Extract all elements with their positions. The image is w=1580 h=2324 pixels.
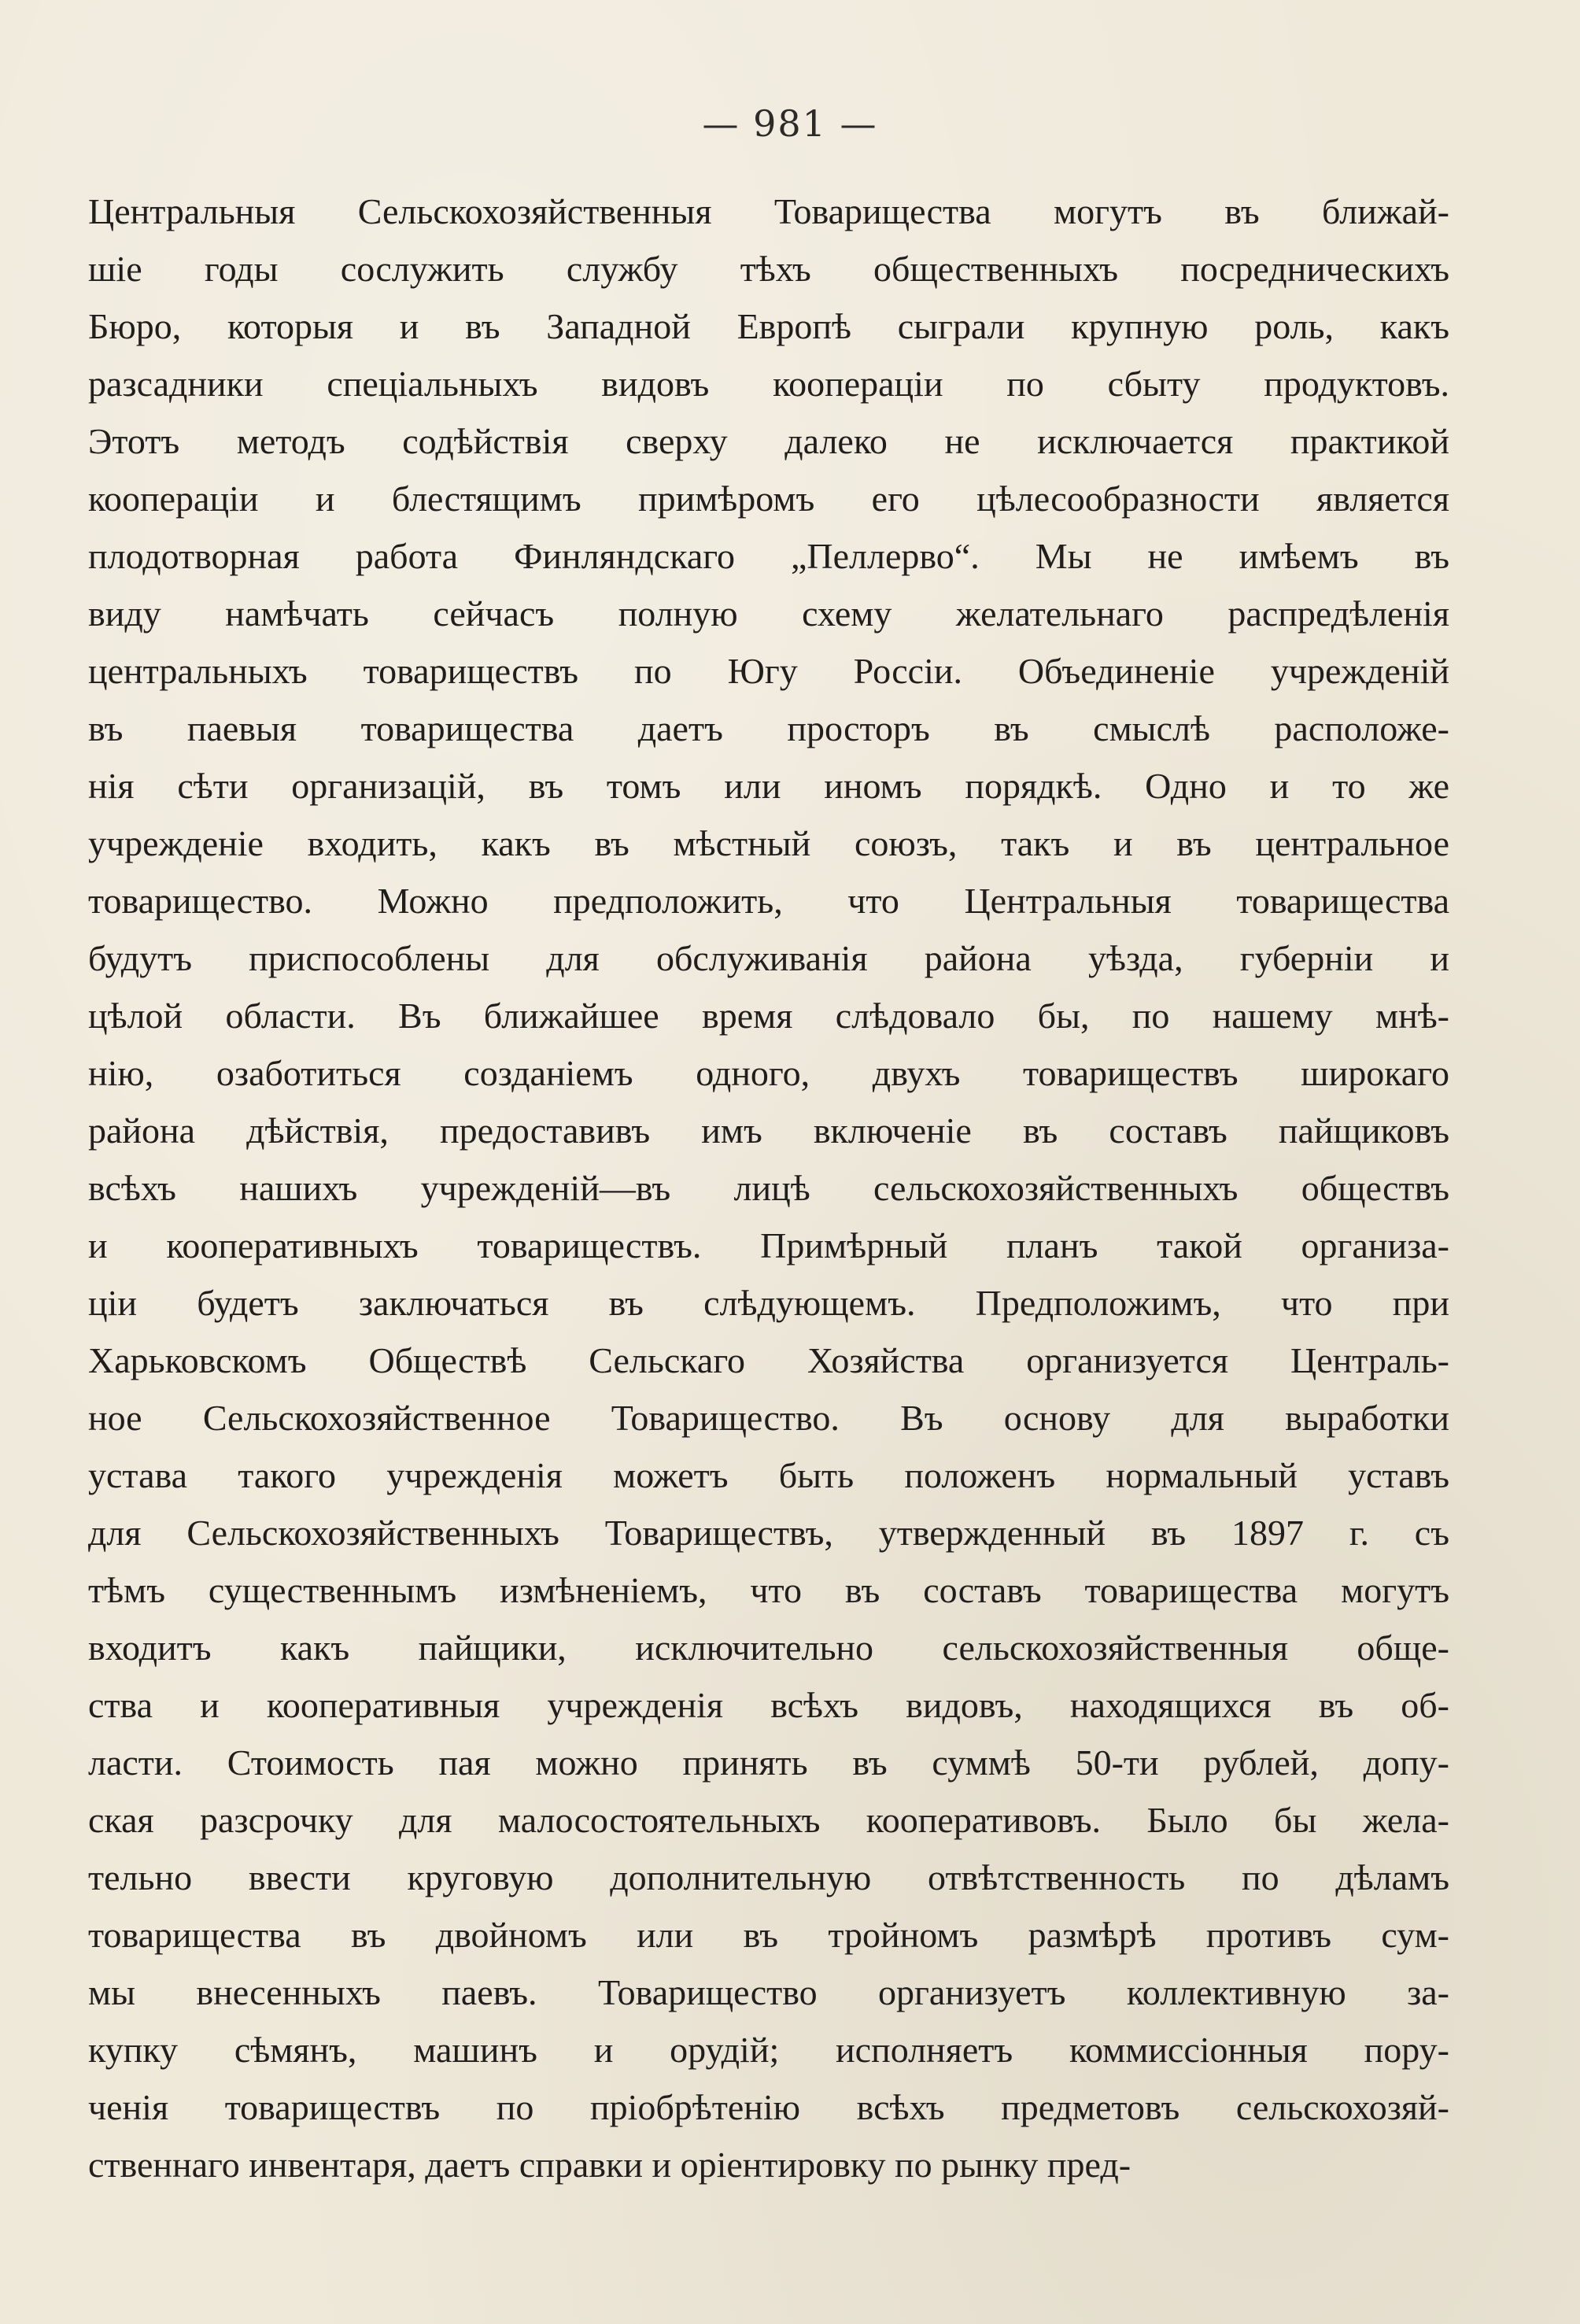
text-line: тѣмъ существеннымъ измѣненіемъ, что въ составъ товарищества могутъ — [88, 1570, 1449, 1610]
text-line: шіе годы сослужить службу тѣхъ общественныхъ посредническихъ — [88, 249, 1449, 289]
text-line: тельно ввести круговую дополнительную отвѣтственность по дѣламъ — [88, 1857, 1449, 1897]
text-line: цѣлой области. Въ ближайшее время слѣдовало бы, по нашему мнѣ- — [88, 996, 1449, 1036]
text-line: учрежденіе входить, какъ въ мѣстный союзъ, такъ и въ центральное — [88, 823, 1449, 863]
text-line: ства и кооперативныя учрежденія всѣхъ видовъ, находящихся въ об- — [88, 1685, 1449, 1725]
page-number: — 981 — — [702, 102, 878, 145]
text-line: разсадники спеціальныхъ видовъ коопераціи по сбыту продуктовъ. — [88, 364, 1449, 404]
text-line: купку сѣмянъ, машинъ и орудій; исполняетъ коммиссіонныя пору- — [88, 2030, 1449, 2070]
text-line: товарищества въ двойномъ или въ тройномъ размѣрѣ противъ сум- — [88, 1915, 1449, 1955]
text-line: центральныхъ товариществъ по Югу Россіи. Объединеніе учрежденій — [88, 651, 1449, 691]
text-line: коопераціи и блестящимъ примѣромъ его цѣлесообразности является — [88, 478, 1449, 519]
body-text — [88, 183, 1449, 2193]
text-line: ціи будетъ заключаться въ слѣдующемъ. Предположимъ, что при — [88, 1283, 1449, 1323]
text-line: района дѣйствія, предоставивъ имъ включеніе въ составъ пайщиковъ — [88, 1110, 1449, 1151]
text-line: Центральныя Сельскохозяйственныя Товарищества могутъ въ ближай- — [88, 191, 1449, 231]
text-line: Бюро, которыя и въ Западной Европѣ сыграли крупную роль, какъ — [88, 306, 1449, 346]
text-line: будутъ приспособлены для обслуживанія района уѣзда, губерніи и — [88, 938, 1449, 978]
text-line: въ паевыя товарищества даетъ просторъ въ смыслѣ расположе- — [88, 708, 1449, 748]
text-line: и кооперативныхъ товариществъ. Примѣрный планъ такой организа- — [88, 1225, 1449, 1265]
text-line: ное Сельскохозяйственное Товарищество. Въ основу для выработки — [88, 1398, 1449, 1438]
text-line: плодотворная работа Финляндскаго „Пеллерво“. Мы не имѣемъ въ — [88, 536, 1449, 576]
text-line: ласти. Стоимость пая можно принять въ суммѣ 50-ти рублей, допу- — [88, 1742, 1449, 1783]
text-line: устава такого учрежденія можетъ быть положенъ нормальный уставъ — [88, 1455, 1449, 1495]
text-line: входитъ какъ пайщики, исключительно сельскохозяйственныя обще- — [88, 1628, 1449, 1668]
text-line: нію, озаботиться созданіемъ одного, двухъ товариществъ широкаго — [88, 1053, 1449, 1093]
text-line: ская разсрочку для малосостоятельныхъ кооперативовъ. Было бы жела- — [88, 1800, 1449, 1840]
text-line: Этотъ методъ содѣйствія сверху далеко не исключается практикой — [88, 421, 1449, 461]
text-line: Харьковскомъ Обществѣ Сельскаго Хозяйства организуется Централь- — [88, 1340, 1449, 1380]
text-line: нія сѣти организацій, въ томъ или иномъ порядкѣ. Одно и то же — [88, 766, 1449, 806]
text-line: товарищество. Можно предположить, что Центральныя товарищества — [88, 881, 1449, 921]
text-line: ственнаго инвентаря, даетъ справки и оріентировку по рынку пред- — [88, 2145, 1131, 2185]
text-line: виду намѣчать сейчасъ полную схему желательнаго распредѣленія — [88, 593, 1449, 634]
text-line: мы внесенныхъ паевъ. Товарищество организуетъ коллективную за- — [88, 1972, 1449, 2012]
text-line: ченія товариществъ по пріобрѣтенію всѣхъ предметовъ сельскохозяй- — [88, 2087, 1449, 2127]
text-line: для Сельскохозяйственныхъ Товариществъ, утвержденный въ 1897 г. съ — [88, 1513, 1449, 1553]
text-line: всѣхъ нашихъ учрежденій—въ лицѣ сельскохозяйственныхъ обществъ — [88, 1168, 1449, 1208]
